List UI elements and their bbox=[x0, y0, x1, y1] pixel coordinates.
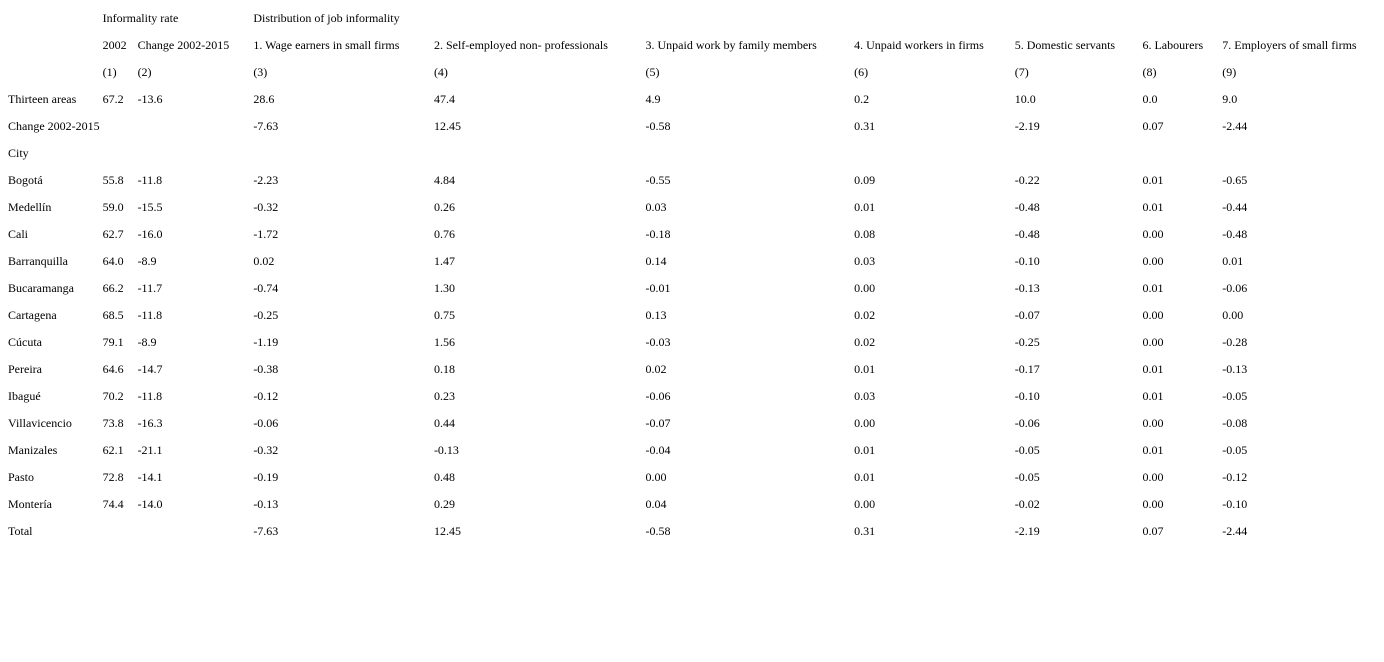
column-number: (6) bbox=[854, 65, 869, 79]
table-cell: 0.26 bbox=[433, 200, 455, 214]
table-cell: -11.8 bbox=[137, 389, 163, 403]
table-cell: 0.31 bbox=[854, 524, 876, 538]
table-cell: -0.05 bbox=[1014, 470, 1040, 484]
column-number-stub bbox=[5, 59, 100, 86]
table-cell: -0.48 bbox=[1014, 227, 1040, 241]
table-cell: -0.10 bbox=[1014, 389, 1040, 403]
table-cell: -1.19 bbox=[253, 335, 279, 349]
table-cell: 47.4 bbox=[433, 92, 455, 106]
column-number: (8) bbox=[1142, 65, 1157, 79]
table-cell: -0.03 bbox=[645, 335, 671, 349]
table-row bbox=[5, 464, 1384, 491]
table-cell: 0.00 bbox=[854, 416, 876, 430]
table-row bbox=[5, 356, 1384, 383]
table-cell: -15.5 bbox=[137, 200, 163, 214]
table-row bbox=[5, 221, 1384, 248]
table-cell: -0.55 bbox=[645, 173, 671, 187]
table-cell: -0.74 bbox=[253, 281, 279, 295]
table-cell: 0.01 bbox=[1142, 389, 1164, 403]
table-cell: 0.29 bbox=[433, 497, 455, 511]
table-row bbox=[5, 383, 1384, 410]
table-cell: 0.0 bbox=[1142, 92, 1158, 106]
table-cell: 64.0 bbox=[102, 254, 124, 268]
table-cell bbox=[851, 140, 1012, 167]
table-cell: 0.02 bbox=[854, 308, 876, 322]
table-cell: -0.12 bbox=[253, 389, 279, 403]
table-cell: -0.18 bbox=[645, 227, 671, 241]
row-label: Medellín bbox=[8, 200, 52, 214]
table-row bbox=[5, 113, 1384, 140]
table-cell: 0.09 bbox=[854, 173, 876, 187]
table-cell: -0.10 bbox=[1222, 497, 1248, 511]
table-cell: 0.00 bbox=[1142, 308, 1164, 322]
column-number: (9) bbox=[1222, 65, 1237, 79]
table-cell: -7.63 bbox=[253, 524, 279, 538]
table-cell: -2.19 bbox=[1014, 119, 1040, 133]
table-cell bbox=[1139, 140, 1219, 167]
table-cell: 0.00 bbox=[854, 281, 876, 295]
table-cell: -1.72 bbox=[253, 227, 279, 241]
table-cell: -0.06 bbox=[1014, 416, 1040, 430]
table-cell: 1.47 bbox=[433, 254, 455, 268]
table-cell: 0.03 bbox=[645, 200, 667, 214]
column-number: (1) bbox=[102, 65, 117, 79]
table-cell bbox=[135, 518, 251, 545]
table-cell: -14.1 bbox=[137, 470, 163, 484]
table-cell: 0.03 bbox=[854, 389, 876, 403]
table-row bbox=[5, 86, 1384, 113]
table-cell: 0.01 bbox=[854, 470, 876, 484]
table-cell: -0.44 bbox=[1222, 200, 1248, 214]
table-cell: 12.45 bbox=[433, 524, 461, 538]
row-label: Bucaramanga bbox=[8, 281, 74, 295]
table-cell: -14.0 bbox=[137, 497, 163, 511]
table-cell: 0.2 bbox=[854, 92, 870, 106]
table-cell: 0.00 bbox=[1142, 335, 1164, 349]
table-cell: 0.23 bbox=[433, 389, 455, 403]
table-cell: -2.23 bbox=[253, 173, 279, 187]
table-cell: -14.7 bbox=[137, 362, 163, 376]
table-row bbox=[5, 248, 1384, 275]
column-header-stub bbox=[5, 32, 100, 59]
table-cell: -0.05 bbox=[1014, 443, 1040, 457]
table-cell: 0.02 bbox=[854, 335, 876, 349]
header-stub bbox=[5, 5, 100, 32]
table-cell: 64.6 bbox=[102, 362, 124, 376]
row-label: Montería bbox=[8, 497, 52, 511]
table-cell bbox=[250, 140, 431, 167]
table-cell: 10.0 bbox=[1014, 92, 1036, 106]
table-cell: 62.7 bbox=[102, 227, 124, 241]
table-cell: -0.25 bbox=[1014, 335, 1040, 349]
column-number: (2) bbox=[137, 65, 152, 79]
table-cell: -0.05 bbox=[1222, 389, 1248, 403]
table-cell: -2.19 bbox=[1014, 524, 1040, 538]
table-cell: -0.65 bbox=[1222, 173, 1248, 187]
table-cell: -13.6 bbox=[137, 92, 163, 106]
table-cell bbox=[135, 113, 251, 140]
column-number: (7) bbox=[1014, 65, 1029, 79]
table-cell: 0.01 bbox=[1142, 173, 1164, 187]
row-label: Cali bbox=[8, 227, 28, 241]
table-cell: 55.8 bbox=[102, 173, 124, 187]
table-cell bbox=[135, 140, 251, 167]
table-cell: -16.0 bbox=[137, 227, 163, 241]
table-cell: 1.30 bbox=[433, 281, 455, 295]
table-cell: 0.01 bbox=[1142, 362, 1164, 376]
table-cell: -11.8 bbox=[137, 173, 163, 187]
column-header: 4. Unpaid workers in firms bbox=[854, 38, 984, 52]
row-label: Bogotá bbox=[8, 173, 43, 187]
informality-table bbox=[5, 5, 1384, 545]
table-cell: 0.00 bbox=[854, 497, 876, 511]
column-number: (3) bbox=[253, 65, 268, 79]
row-label: Total bbox=[8, 524, 33, 538]
table-cell: -0.13 bbox=[1222, 362, 1248, 376]
table-cell: 72.8 bbox=[102, 470, 124, 484]
column-header: 3. Unpaid work by family members bbox=[645, 38, 817, 52]
column-header: Change 2002-2015 bbox=[137, 38, 230, 52]
table-cell: -0.32 bbox=[253, 443, 279, 457]
table-cell: 0.01 bbox=[854, 362, 876, 376]
table-cell: 0.14 bbox=[645, 254, 667, 268]
table-cell: 62.1 bbox=[102, 443, 124, 457]
table-cell: -16.3 bbox=[137, 416, 163, 430]
table-cell: 0.02 bbox=[253, 254, 275, 268]
table-row bbox=[5, 491, 1384, 518]
table-cell: 0.07 bbox=[1142, 524, 1164, 538]
table-cell: 67.2 bbox=[102, 92, 124, 106]
table-cell: 0.01 bbox=[1142, 200, 1164, 214]
table-cell: 59.0 bbox=[102, 200, 124, 214]
row-label: Pasto bbox=[8, 470, 35, 484]
table-cell: 66.2 bbox=[102, 281, 124, 295]
table-cell: -0.13 bbox=[1014, 281, 1040, 295]
table-cell: -0.06 bbox=[645, 389, 671, 403]
table-cell: -0.02 bbox=[1014, 497, 1040, 511]
table-cell: 12.45 bbox=[433, 119, 461, 133]
table-cell: 0.00 bbox=[1142, 227, 1164, 241]
informality-rate-header: Informality rate bbox=[102, 11, 179, 25]
column-header: 2. Self-employed non- professionals bbox=[433, 38, 608, 52]
table-cell: 0.00 bbox=[1142, 254, 1164, 268]
row-label: Cartagena bbox=[8, 308, 57, 322]
table-cell: 0.75 bbox=[433, 308, 455, 322]
table-cell: -0.19 bbox=[253, 470, 279, 484]
table-cell: -0.07 bbox=[1014, 308, 1040, 322]
table-cell: -0.58 bbox=[645, 524, 671, 538]
column-header-row bbox=[5, 32, 1384, 59]
table-cell: 0.03 bbox=[854, 254, 876, 268]
table-cell bbox=[100, 518, 135, 545]
column-header: 6. Labourers bbox=[1142, 38, 1204, 52]
table-cell: -8.9 bbox=[137, 335, 157, 349]
table-cell: -0.58 bbox=[645, 119, 671, 133]
table-cell bbox=[100, 140, 135, 167]
table-cell: 0.76 bbox=[433, 227, 455, 241]
table-cell: 0.18 bbox=[433, 362, 455, 376]
table-row bbox=[5, 302, 1384, 329]
table-row bbox=[5, 437, 1384, 464]
table-cell: 79.1 bbox=[102, 335, 124, 349]
table-cell: -0.06 bbox=[1222, 281, 1248, 295]
table-cell: -0.28 bbox=[1222, 335, 1248, 349]
row-label: City bbox=[8, 146, 29, 160]
table-cell: 0.00 bbox=[1142, 470, 1164, 484]
table-cell: -0.38 bbox=[253, 362, 279, 376]
table-cell: 0.48 bbox=[433, 470, 455, 484]
table-cell: 68.5 bbox=[102, 308, 124, 322]
table-cell: 0.00 bbox=[1142, 416, 1164, 430]
row-label: Manizales bbox=[8, 443, 58, 457]
table-row bbox=[5, 410, 1384, 437]
row-label: Change 2002-2015 bbox=[8, 119, 100, 133]
column-number-row bbox=[5, 59, 1384, 86]
row-label: Pereira bbox=[8, 362, 42, 376]
column-header: 2002 bbox=[102, 38, 127, 52]
row-label: Ibagué bbox=[8, 389, 41, 403]
table-cell: 0.01 bbox=[1142, 443, 1164, 457]
table-cell: 0.04 bbox=[645, 497, 667, 511]
column-header: 5. Domestic servants bbox=[1014, 38, 1116, 52]
table-cell: -8.9 bbox=[137, 254, 157, 268]
table-row bbox=[5, 167, 1384, 194]
table-cell: -0.12 bbox=[1222, 470, 1248, 484]
header-group-row bbox=[5, 5, 1384, 32]
table-cell: -0.13 bbox=[253, 497, 279, 511]
table-cell: 74.4 bbox=[102, 497, 124, 511]
table-cell: 0.00 bbox=[1142, 497, 1164, 511]
row-label: Thirteen areas bbox=[8, 92, 77, 106]
table-cell: 73.8 bbox=[102, 416, 124, 430]
table-cell: 0.01 bbox=[854, 443, 876, 457]
table-cell bbox=[1219, 140, 1384, 167]
table-cell: -7.63 bbox=[253, 119, 279, 133]
table-row bbox=[5, 275, 1384, 302]
column-header: 7. Employers of small firms bbox=[1222, 38, 1357, 52]
table-cell: 28.6 bbox=[253, 92, 275, 106]
table-cell: 0.02 bbox=[645, 362, 667, 376]
table-row bbox=[5, 518, 1384, 545]
table-cell: 4.84 bbox=[433, 173, 455, 187]
table-cell: 0.00 bbox=[1222, 308, 1244, 322]
table-cell bbox=[643, 140, 852, 167]
table-cell: -11.7 bbox=[137, 281, 163, 295]
table-cell: 0.07 bbox=[1142, 119, 1164, 133]
table-cell: 0.01 bbox=[1142, 281, 1164, 295]
table-cell: -11.8 bbox=[137, 308, 163, 322]
table-cell bbox=[431, 140, 643, 167]
table-cell: -0.22 bbox=[1014, 173, 1040, 187]
table-cell: 9.0 bbox=[1222, 92, 1238, 106]
table-cell: -0.48 bbox=[1222, 227, 1248, 241]
table-row bbox=[5, 329, 1384, 356]
table-cell: -0.32 bbox=[253, 200, 279, 214]
table-cell bbox=[1012, 140, 1140, 167]
table-cell: -0.04 bbox=[645, 443, 671, 457]
table-cell bbox=[100, 113, 135, 140]
row-label: Villavicencio bbox=[8, 416, 72, 430]
table-cell: -0.13 bbox=[433, 443, 459, 457]
table-cell: 0.44 bbox=[433, 416, 455, 430]
table-cell: 0.01 bbox=[854, 200, 876, 214]
table-cell: 0.08 bbox=[854, 227, 876, 241]
table-cell: 4.9 bbox=[645, 92, 661, 106]
column-number: (5) bbox=[645, 65, 660, 79]
table-cell: -0.07 bbox=[645, 416, 671, 430]
table-cell: 0.01 bbox=[1222, 254, 1244, 268]
table-cell: -0.17 bbox=[1014, 362, 1040, 376]
table-cell: -0.06 bbox=[253, 416, 279, 430]
table-cell: 0.13 bbox=[645, 308, 667, 322]
table-row bbox=[5, 140, 1384, 167]
table-cell: -0.05 bbox=[1222, 443, 1248, 457]
table-cell: 1.56 bbox=[433, 335, 455, 349]
row-label: Barranquilla bbox=[8, 254, 68, 268]
distribution-header: Distribution of job informality bbox=[253, 11, 400, 25]
table-cell: -0.10 bbox=[1014, 254, 1040, 268]
table-cell: 70.2 bbox=[102, 389, 124, 403]
column-header: 1. Wage earners in small firms bbox=[253, 38, 400, 52]
table-cell: -2.44 bbox=[1222, 524, 1248, 538]
table-cell: -2.44 bbox=[1222, 119, 1248, 133]
table-cell: -0.25 bbox=[253, 308, 279, 322]
table-cell: -0.01 bbox=[645, 281, 671, 295]
table-cell: -0.48 bbox=[1014, 200, 1040, 214]
table-cell: 0.00 bbox=[645, 470, 667, 484]
column-number: (4) bbox=[433, 65, 448, 79]
table-row bbox=[5, 194, 1384, 221]
table-cell: 0.31 bbox=[854, 119, 876, 133]
row-label: Cúcuta bbox=[8, 335, 42, 349]
table-cell: -21.1 bbox=[137, 443, 163, 457]
table-cell: -0.08 bbox=[1222, 416, 1248, 430]
